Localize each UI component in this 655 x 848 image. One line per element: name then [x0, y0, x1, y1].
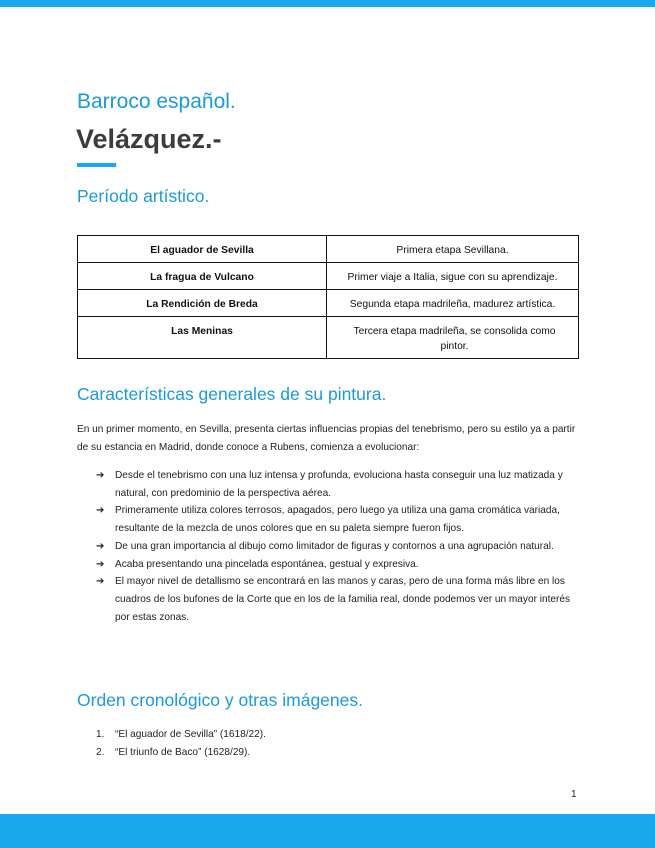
list-item-text: “El triunfo de Baco” (1628/29). [115, 747, 251, 758]
work-title-cell: Las Meninas [78, 317, 327, 359]
list-item [96, 744, 266, 762]
intro-paragraph: En un primer momento, en Sevilla, presenta ciertas influencias propias del tenebrismo, pero su estilo ya a partir de su estancia en Madrid, donde conoce a Rubens, comienza a evolucionar: [77, 424, 576, 453]
list-item-text: Acaba presentando una pincelada espontánea, gestual y expresiva. [115, 558, 419, 570]
list-item [96, 467, 581, 502]
list-number: 2. [96, 747, 105, 758]
work-title-cell: La fragua de Vulcano [78, 263, 327, 290]
list-item [96, 502, 581, 537]
list-number: 1. [96, 729, 105, 740]
title-underline [77, 163, 116, 167]
table-row [78, 263, 579, 290]
table-row [78, 290, 579, 317]
top-accent-bar [0, 0, 655, 7]
work-stage-cell: Tercera etapa madrileña, se consolida como pintor. [327, 317, 579, 359]
arrow-bullet-icon: ➔ [96, 540, 105, 552]
work-title-cell: La Rendición de Breda [78, 290, 327, 317]
table-row [78, 317, 579, 359]
list-item-text: “El aguador de Sevilla” (1618/22). [115, 729, 266, 740]
list-item [96, 556, 581, 574]
list-item-text: Desde el tenebrismo con una luz intensa y profunda, evoluciona hasta conseguir una luz matizada y natural, con predominio de la perspectiva aérea. [115, 470, 563, 499]
list-item-text: El mayor nivel de detallismo se encontrará en las manos y caras, pero de una forma más libre en los cuadros de los bufones de la Corte que en los de la familia real, donde podemos ver un mayor interés por estas zonas. [115, 576, 571, 623]
section-heading-chronology: Orden cronológico y otras imágenes. [77, 690, 363, 710]
table-row [78, 236, 579, 263]
document-subtitle: Barroco español. [77, 90, 236, 113]
list-item [96, 573, 581, 626]
section-heading-characteristics: Características generales de su pintura. [77, 384, 387, 404]
list-item-text: Primeramente utiliza colores terrosos, apagados, pero luego ya utiliza una gama cromática variada, resultante de la mezcla de unos colores que en su paleta siempre fueron fijos. [115, 505, 560, 535]
chronology-list [96, 726, 266, 762]
section-heading-period: Período artístico. [77, 186, 210, 206]
work-title-cell: El aguador de Sevilla [78, 236, 327, 263]
work-stage-cell: Primera etapa Sevillana. [327, 236, 579, 263]
list-item [96, 538, 581, 556]
page-number: 1 [571, 789, 577, 800]
list-item-text: De una gran importancia al dibujo como limitador de figuras y contornos a una agrupación natural. [115, 540, 554, 552]
bottom-accent-bar [0, 814, 655, 848]
arrow-bullet-icon: ➔ [96, 558, 105, 570]
characteristics-list [96, 467, 581, 626]
work-stage-cell: Segunda etapa madrileña, madurez artística. [327, 290, 579, 317]
arrow-bullet-icon: ➔ [96, 576, 105, 588]
arrow-bullet-icon: ➔ [96, 470, 105, 481]
arrow-bullet-icon: ➔ [96, 505, 105, 517]
document-title: Velázquez.- [76, 124, 222, 154]
list-item [96, 726, 266, 744]
works-table [77, 235, 579, 359]
work-stage-cell: Primer viaje a Italia, sigue con su aprendizaje. [327, 263, 579, 290]
